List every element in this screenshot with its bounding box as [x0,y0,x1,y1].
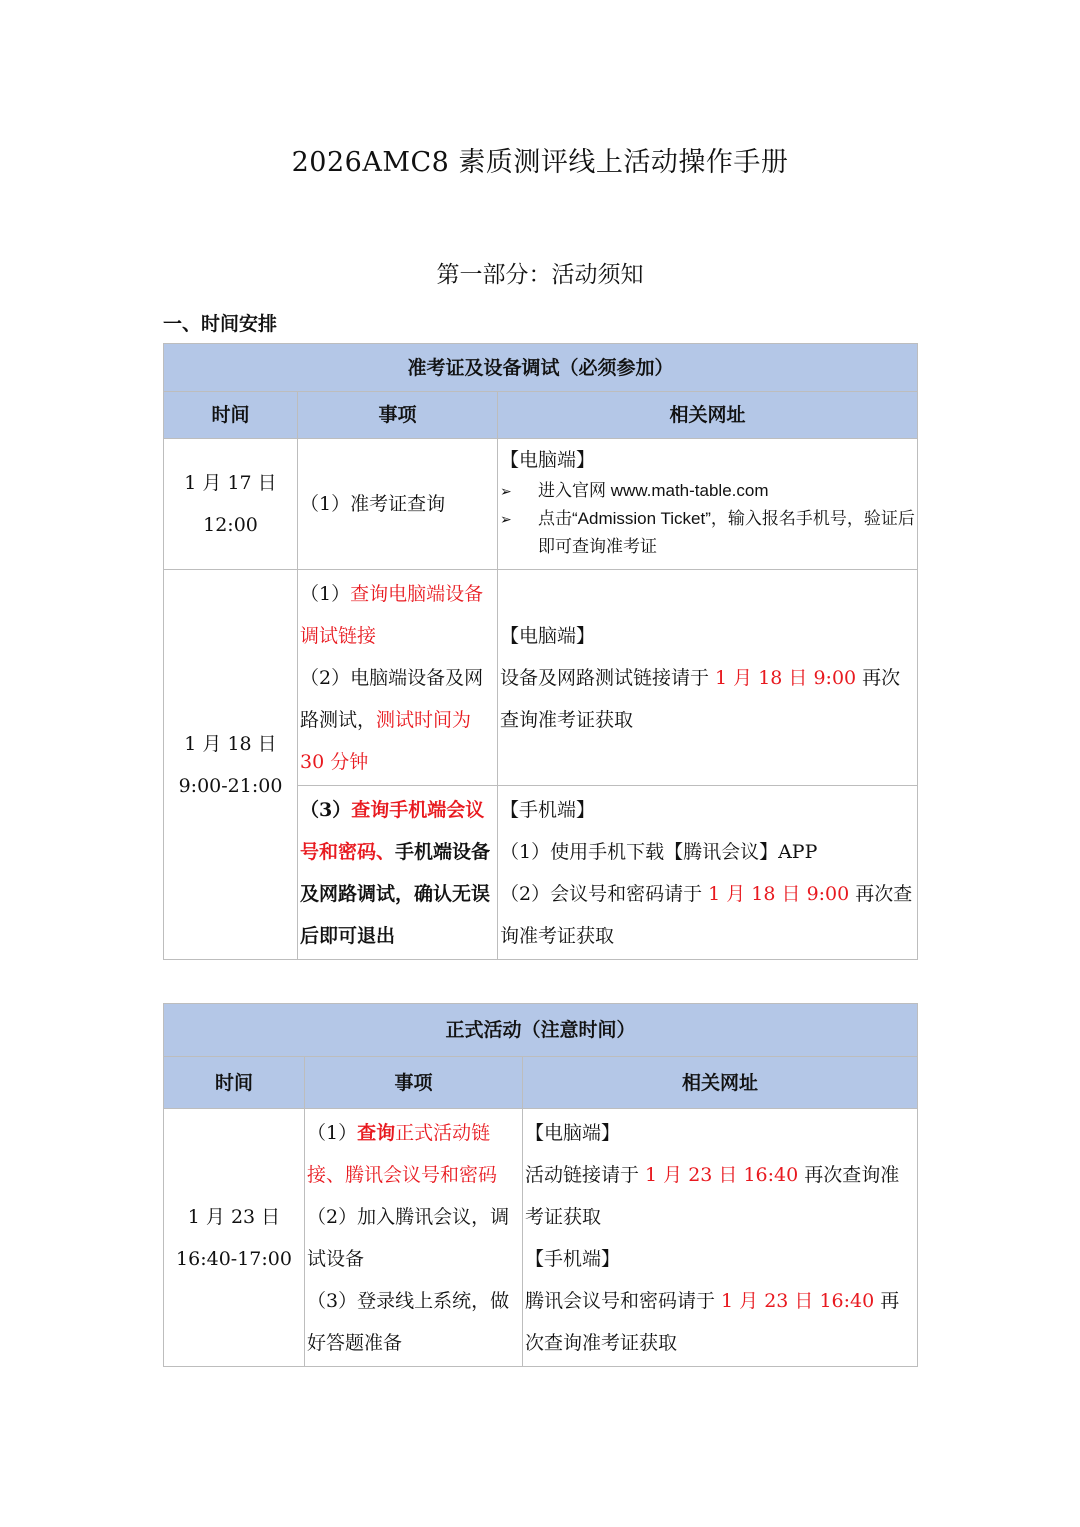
bullet-text: 进入官网 www.math-table.com [538,481,769,500]
url-text: 再次查询准考证获取 [525,1163,900,1228]
item-prefix: （3） [300,798,352,821]
url-cell [498,570,918,786]
highlight-text: 查询手机端会议号和密码、 [300,798,485,863]
url-cell [498,439,918,570]
item-prefix: （1） [300,582,351,605]
list-item [500,505,915,561]
date-text: 1 月 17 日 [184,472,277,494]
column-header-url: 相关网址 [523,1057,918,1109]
time-text: 16:40-17:00 [176,1247,292,1270]
url-text: 腾讯会议号和密码请于 [525,1289,722,1312]
url-text: （2）会议号和密码请于 [500,882,709,905]
platform-heading: 【电脑端】 [525,1121,621,1144]
highlight-text: 查询 [357,1121,396,1144]
arrow-bullet-icon: ➢ [500,511,512,527]
table-row [164,439,918,570]
url-cell [498,786,918,960]
item-text: （2）加入腾讯会议，调试设备 [307,1205,510,1270]
highlight-text: 正式活动链接、腾讯会议号和密码 [307,1121,498,1186]
time-text: 9:00-21:00 [178,774,283,797]
table-row [164,1109,918,1367]
url-text: 活动链接请于 [525,1163,646,1186]
url-text: 再次查询准考证获取 [500,882,913,947]
date-text: 1 月 18 日 [184,732,277,755]
highlight-text: 1 月 23 日 16:40 [645,1163,799,1186]
arrow-bullet-icon: ➢ [500,483,512,499]
highlight-text: 查询电脑端设备调试链接 [300,582,484,647]
column-header-item: 事项 [298,392,498,439]
highlight-text: 1 月 18 日 9:00 [708,882,850,905]
time-cell [164,570,298,960]
table-title: 准考证及设备调试（必须参加） [164,344,918,392]
time-cell [164,439,298,570]
url-text: 再次查询准考证获取 [500,666,901,731]
column-header-item: 事项 [305,1057,523,1109]
highlight-text: 1 月 23 日 16:40 [721,1289,875,1312]
part-title: 第一部分：活动须知 [436,262,644,288]
schedule-table-ticket-and-device [163,343,918,960]
time-cell [164,1109,305,1367]
section-title: 一、时间安排 [163,313,278,335]
table-row [164,570,918,786]
column-header-time: 时间 [164,1057,305,1109]
platform-heading: 【电脑端】 [500,449,596,471]
time-text: 12:00 [203,514,258,536]
date-text: 1 月 23 日 [187,1205,281,1228]
item-text: （3）登录线上系统，做好答题准备 [307,1289,510,1354]
item-cell [298,570,498,786]
list-item [500,477,915,505]
schedule-table-formal-activity [163,1003,918,1367]
platform-heading: 【手机端】 [500,798,596,821]
item-cell: （1）准考证查询 [298,439,498,570]
highlight-text: 测试时间为 30 分钟 [300,708,472,773]
item-text: 手机端设备及网路调试，确认无误后即可退出 [300,840,491,947]
item-cell [305,1109,523,1367]
highlight-text: 1 月 18 日 9:00 [715,666,857,689]
url-text: 再次查询准考证获取 [525,1289,900,1354]
bullet-text: 点击“Admission Ticket”，输入报名手机号，验证后即可查询准考证 [538,509,915,556]
document-title: 2026AMC8 素质测评线上活动操作手册 [291,147,789,178]
item-prefix: （2）电脑端设备及网路测试， [300,666,484,731]
url-text: 设备及网路测试链接请于 [500,666,716,689]
item-cell [298,786,498,960]
platform-heading: 【手机端】 [525,1247,621,1270]
platform-heading: 【电脑端】 [500,624,596,647]
column-header-url: 相关网址 [498,392,918,439]
url-text: （1）使用手机下载【腾讯会议】APP [500,840,818,863]
item-prefix: （1） [307,1121,358,1144]
url-cell [523,1109,918,1367]
table-title: 正式活动（注意时间） [164,1004,918,1057]
column-header-time: 时间 [164,392,298,439]
